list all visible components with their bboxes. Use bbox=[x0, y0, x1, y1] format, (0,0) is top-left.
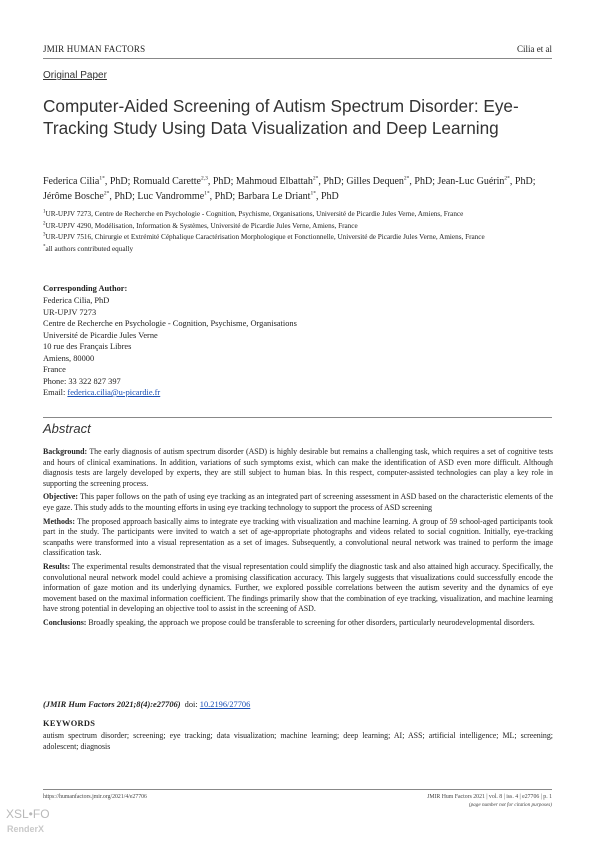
author: Barbara Le Driant$^{1*}$, PhD bbox=[237, 190, 339, 202]
affiliation: $^3$UR-UPJV 7516, Chirurgie et Extrémité Céphalique Caractérisation Morphologique et Fonctionnelle, Université de Picardie Jules Verne, Amiens, France bbox=[43, 232, 485, 241]
logo-line2: RenderX bbox=[7, 824, 45, 834]
paper-title: Computer-Aided Screening of Autism Spectrum Disorder: Eye-Tracking Study Using Data Visualization and Deep Learning bbox=[43, 96, 519, 138]
corresponding-author-block bbox=[43, 295, 297, 399]
header-rule bbox=[43, 58, 552, 59]
corr-line: Phone: 33 322 827 397 bbox=[43, 376, 121, 386]
footer-note: (page number not for citation purposes) bbox=[468, 802, 552, 808]
abstract-rule bbox=[43, 417, 552, 418]
author: Romuald Carette$^{2,3}$, PhD; bbox=[132, 175, 236, 187]
author: Gilles Dequen$^{2*}$, PhD; bbox=[346, 175, 438, 187]
affiliation-note: *all authors contributed equally bbox=[43, 244, 134, 253]
footer-rule bbox=[43, 789, 552, 790]
author: Luc Vandromme$^{1*}$, PhD; bbox=[137, 190, 238, 202]
abstract-conclusions: Conclusions: Broadly speaking, the approach we propose could be transferable to screening for other disorders, particularly neurodevelopmental disorders. bbox=[43, 617, 535, 627]
affiliation: $^2$UR-UPJV 4290, Modélisation, Information & Systèmes, Université de Picardie Jules Verne, Amiens, France bbox=[43, 221, 358, 230]
keywords-heading: KEYWORDS bbox=[43, 719, 96, 728]
corr-line: Federica Cilia, PhD bbox=[43, 296, 110, 305]
logo-line1: XSL•FO bbox=[6, 807, 50, 821]
affiliation: $^1$UR-UPJV 7273, Centre de Recherche en Psychologie - Cognition, Psychisme, Organisations, Université de Picardie Jules Verne, Amiens, France bbox=[43, 209, 464, 218]
renderx-logo bbox=[6, 803, 52, 837]
journal-name: JMIR HUMAN FACTORS bbox=[43, 44, 146, 54]
abstract-objective: Objective: This paper follows on the path of using eye tracking as an integrated part of screening assessment in ASD based on the characteristic elements of the eye gaze. This study adds to the mounting efforts in using eye tracking technology to support the process of ASD screening bbox=[43, 492, 553, 512]
abstract-body bbox=[43, 447, 553, 632]
corr-line: Centre de Recherche en Psychologie - Cognition, Psychisme, Organisations bbox=[43, 319, 297, 328]
corr-line: 10 rue des Français Libres bbox=[43, 342, 132, 351]
abstract-results: Results: The experimental results demonstrated that the visual representation could simplify the diagnostic task and also attained high accuracy. Specifically, the convolutional neural network model could achieve a promising classification accuracy. This largely suggests that visualizations could successfully encode the information of gaze motion and its underlying dynamics. Further, we explored possible correlations between the autism severity and the dynamics of eye movement based on the maximal information coefficient. The findings primarily show that the combination of eye tracking, visualization, and machine learning have strong potential in developing an objective tool to assist in the screening of ASD. bbox=[43, 561, 553, 614]
affiliation-list bbox=[43, 209, 553, 255]
author: Mahmoud Elbattah$^{2*}$, PhD; bbox=[235, 175, 347, 187]
corr-line: France bbox=[43, 365, 66, 374]
article-type: Original Paper bbox=[43, 70, 107, 81]
author: Federica Cilia$^{1*}$, PhD; bbox=[43, 175, 133, 187]
abstract-methods: Methods: The proposed approach basically aims to integrate eye tracking with visualization and machine learning. A group of 59 school-aged participants took part in the study. The participants were invited to watch a set of age-appropriate photographs and videos related to social cognition. Initially, eye-tracking scanpaths were transformed into a visual representation as a set of images. Subsequently, a convolutional neural network was trained to perform the image classification task. bbox=[43, 516, 553, 558]
corr-line: Université de Picardie Jules Verne bbox=[43, 330, 158, 340]
corr-email-line: Email: federica.cilia@u-picardie.fr bbox=[43, 388, 161, 397]
footer-url: https://humanfactors.jmir.org/2021/4/e27706 bbox=[43, 794, 147, 800]
keywords-text: autism spectrum disorder; screening; eye tracking; data visualization; machine learning; deep learning; AI; ASS; artificial intelligence; ML; screening; adolescent; diagnosis bbox=[43, 731, 553, 751]
author: Jean-Luc Guérin$^{2*}$, PhD; bbox=[437, 175, 536, 187]
footer-info: JMIR Hum Factors 2021 | vol. 8 | iss. 4 | e27706 | p. 1 bbox=[427, 794, 552, 800]
abstract-background: Background: The early diagnosis of autism spectrum disorder (ASD) is highly desirable but remains a challenging task, which requires a set of cognitive tests and hours of clinical examinations. In addition, variations of such symptoms exist, which can make the identification of ASD even more difficult. Although diagnosis tests are largely developed by experts, they are still subject to human bias. In this respect, computer-assisted technologies can play a key role in supporting the screening process. bbox=[43, 447, 553, 488]
corr-line: Amiens, 80000 bbox=[43, 353, 95, 363]
citation-line: (JMIR Hum Factors 2021;8(4):e27706) doi: 10.2196/27706 bbox=[43, 700, 251, 709]
abstract-heading: Abstract bbox=[43, 421, 91, 436]
email-link[interactable]: federica.cilia@u-picardie.fr bbox=[67, 388, 161, 397]
author: Jérôme Bosche$^{2*}$, PhD; bbox=[43, 190, 138, 202]
corr-line: UR-UPJV 7273 bbox=[43, 307, 97, 317]
doi-link[interactable]: 10.2196/27706 bbox=[199, 700, 251, 709]
corresponding-author-heading: Corresponding Author: bbox=[43, 284, 128, 293]
author-list bbox=[43, 174, 563, 204]
running-author: Cilia et al bbox=[517, 44, 552, 54]
